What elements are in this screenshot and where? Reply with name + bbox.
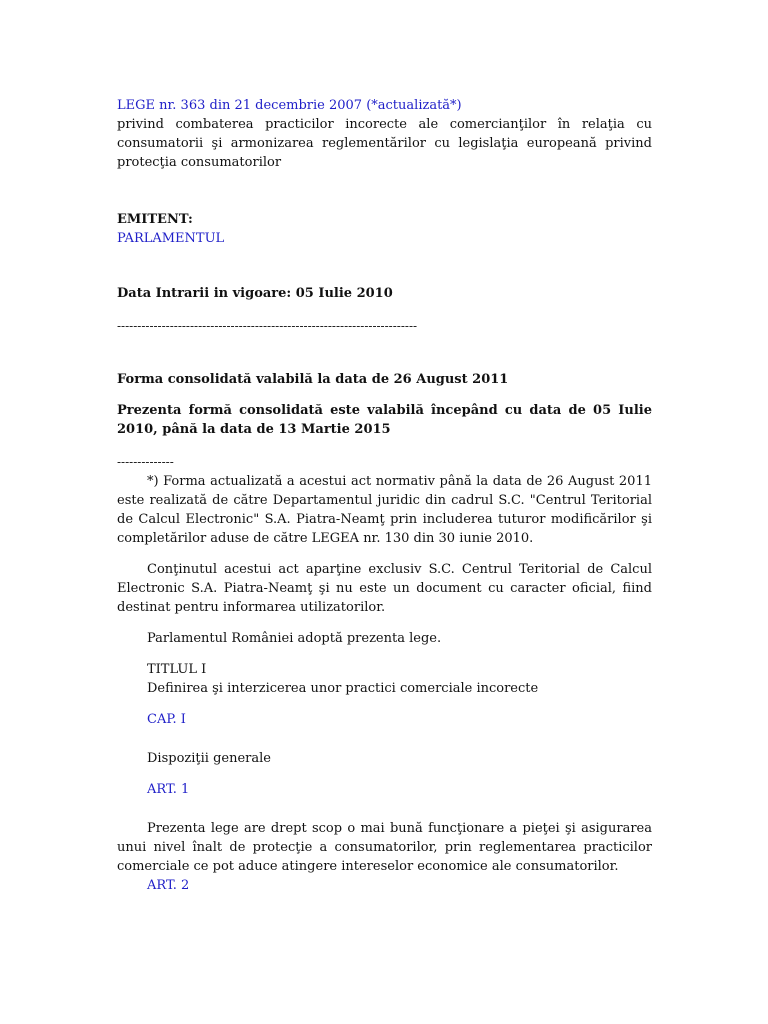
law-subtitle: privind combaterea practicilor incorecte ale comercianţilor în relaţia cu consumatorii şi armonizarea reglementărilor cu legislaţia europeană privind protecţia consumatorilor (117, 117, 652, 170)
chapter-link[interactable]: CAP. I (147, 712, 186, 727)
separator-long: -------------------------------------------------------------------------- (117, 319, 418, 333)
validity-statement: Prezenta formă consolidată este valabilă începând cu data de 05 Iulie 2010, până la data de 13 Martie 2015 (117, 403, 652, 437)
article-1-text: Prezenta lege are drept scop o mai bună funcţionare a pieţei şi asigurarea unui nivel înalt de protecţie a consumatorilor, prin reglementarea practicilor comerciale ce pot aduce atingere intereselor economice ale consumatorilor. (117, 821, 652, 874)
disclaimer-text: Conţinutul acestui act aparţine exclusiv S.C. Centrul Teritorial de Calcul Electronic S.A. Piatra-Neamţ şi nu este un document cu caracter oficial, fiind destinat pentru informarea utilizatorilor. (117, 562, 652, 615)
document-page (117, 96, 652, 895)
title-name: Definirea şi interzicerea unor practici comerciale incorecte (147, 681, 539, 696)
law-title-link[interactable]: LEGE nr. 363 din 21 decembrie 2007 (*actualizată*) (117, 98, 462, 113)
adoption-statement: Parlamentul României adoptă prezenta lege. (147, 631, 442, 646)
entry-date: Data Intrarii in vigoare: 05 Iulie 2010 (117, 286, 393, 301)
article-2-link[interactable]: ART. 2 (147, 878, 190, 893)
article-1-link[interactable]: ART. 1 (147, 782, 190, 797)
footnote-text: *) Forma actualizată a acestui act normativ până la data de 26 August 2011 este realizată de către Departamentul juridic din cadrul S.C. "Centrul Teritorial de Calcul Electronic" S.A. Piatra-Neamţ prin includerea tuturor modificărilor şi completărilor aduse de către LEGEA nr. 130 din 30 iunie 2010. (117, 474, 652, 546)
consolidated-form: Forma consolidată valabilă la data de 26 August 2011 (117, 372, 509, 387)
separator-short: -------------- (117, 455, 174, 469)
issuer-name-link[interactable]: PARLAMENTUL (117, 231, 225, 246)
chapter-name: Dispoziţii generale (147, 751, 271, 766)
title-label: TITLUL I (147, 662, 207, 677)
issuer-label: EMITENT: (117, 212, 193, 227)
